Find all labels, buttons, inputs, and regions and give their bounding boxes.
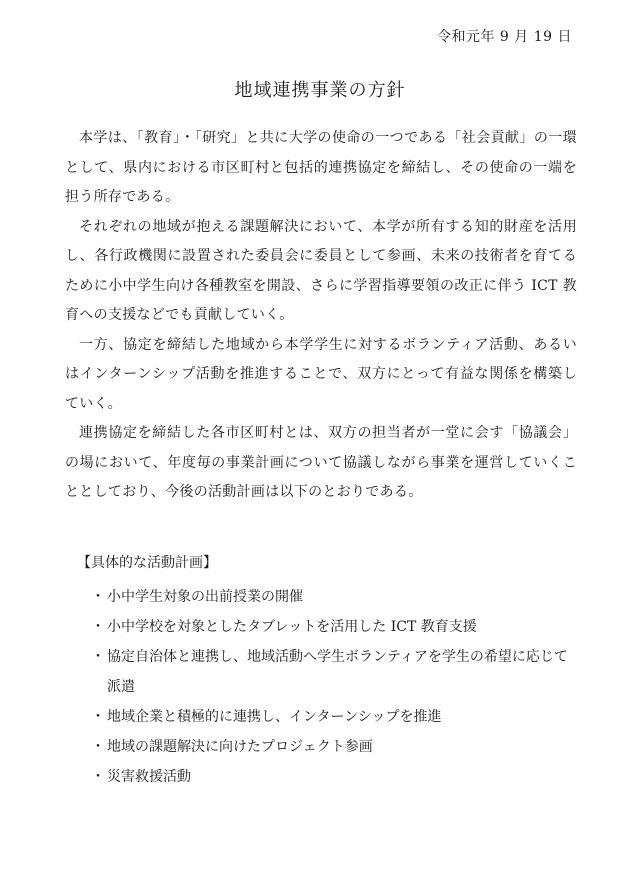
activity-plan-section: [65, 548, 585, 792]
list-item-text: 協定自治体と連携し、地域活動へ学生ボランティアを学生の希望に応じて派遣: [107, 649, 568, 695]
bullet-mark: ・: [91, 769, 105, 785]
paragraph-regional-issues: それぞれの地域が抱える課題解決において、本学が所有する知的財産を活用し、各行政機関に設置された委員会に委員として参画、未来の技術者を育てるために小中学生向け各種教室を開設、さらに学習指導要領の改正に伴う ICT 教育への支援などでも貢献していく。: [65, 218, 577, 323]
paragraph-council: 連携協定を締結した各市区町村とは、双方の担当者が一堂に会す「協議会」の場において、年度毎の事業計画について協議しながら事業を運営していくこととしており、今後の活動計画は以下のとおりである。: [65, 425, 577, 500]
list-item: [65, 612, 585, 642]
bullet-mark: ・: [91, 739, 105, 755]
list-item-text: 地域の課題解決に向けたプロジェクト参画: [107, 739, 373, 755]
list-item-text: 小中学生対象の出前授業の開催: [107, 589, 303, 605]
activity-plan-list: [65, 582, 585, 792]
activity-plan-heading: 【具体的な活動計画】: [77, 555, 217, 571]
bullet-mark: ・: [91, 619, 105, 635]
paragraph-social-contribution: 本学は、「教育」・「研究」と共に大学の使命の一つである「社会貢献」の一環として、県内における市区町村と包括的連携協定を締結し、その使命の一端を担う所存である。: [65, 130, 577, 205]
list-item: [65, 702, 585, 732]
document-date: 令和元年 9 月 19 日: [436, 29, 572, 45]
list-item: [65, 762, 585, 792]
document-body: [65, 124, 577, 508]
list-item: [65, 582, 585, 612]
list-item: [65, 642, 585, 702]
list-item: [65, 732, 585, 762]
paragraph-student-activities: 一方、協定を締結した地域から本学学生に対するボランティア活動、あるいはインターンシップ活動を推進することで、双方にとって有益な関係を構築していく。: [65, 336, 577, 412]
bullet-mark: ・: [91, 589, 105, 605]
bullet-mark: ・: [91, 709, 105, 725]
list-item-text: 地域企業と積極的に連携し、インターンシップを推進: [107, 709, 442, 725]
document-title: 地域連携事業の方針: [234, 80, 406, 101]
list-item-text: 災害救援活動: [107, 769, 191, 785]
bullet-mark: ・: [91, 649, 105, 665]
list-item-text: 小中学校を対象としたタブレットを活用した ICT 教育支援: [107, 619, 477, 635]
